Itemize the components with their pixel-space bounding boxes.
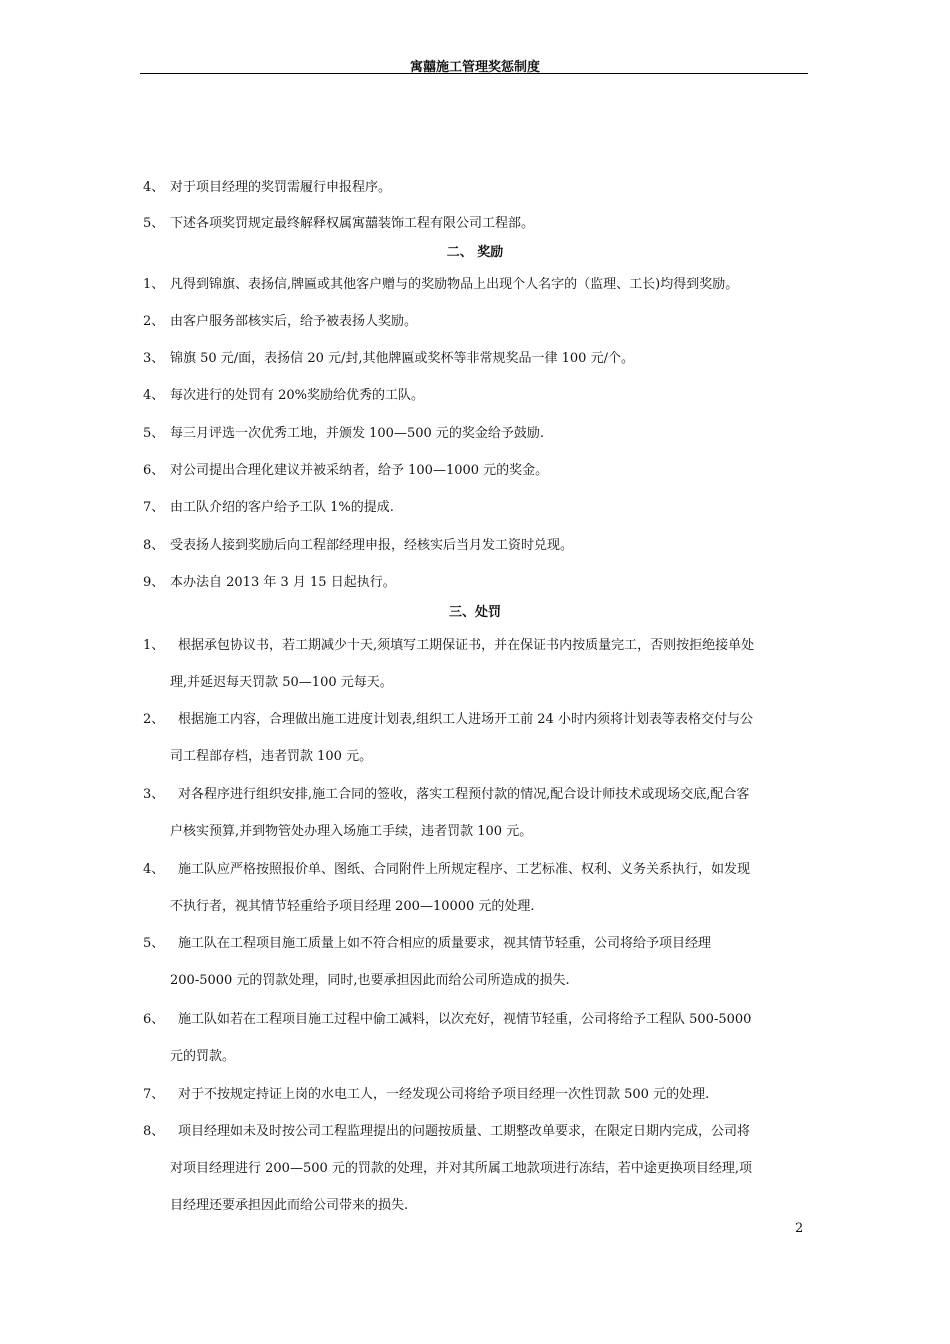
item-number: 5、	[143, 426, 165, 441]
item-text: 对于项目经理的奖罚需履行申报程序。	[170, 180, 392, 195]
item-number: 7、	[143, 1087, 165, 1102]
item-text-line: 200-5000 元的罚款处理，同时,也要承担因此而给公司所造成的损失.	[170, 973, 570, 988]
item-text-line: 目经理还要承担因此而给公司带来的损失.	[170, 1198, 409, 1213]
item-text-line: 司工程部存档，违者罚款 100 元。	[170, 749, 373, 764]
item-text-line: 施工队在工程项目施工质量上如不符合相应的质量要求，视其情节轻重，公司将给予项目经理	[178, 936, 712, 951]
item-text: 由客户服务部核实后，给予被表扬人奖励。	[170, 314, 418, 329]
header-divider	[140, 73, 808, 74]
item-number: 1、	[143, 277, 165, 292]
item-number: 6、	[143, 463, 165, 478]
item-number: 1、	[143, 638, 165, 653]
item-number: 5、	[143, 216, 165, 231]
item-text: 锦旗 50 元/面，表扬信 20 元/封,其他牌匾或奖杯等非常规奖品一律 100 元/个。	[170, 351, 634, 366]
item-number: 5、	[143, 936, 165, 951]
item-text: 每三月评选一次优秀工地，并颁发 100—500 元的奖金给予鼓励.	[170, 426, 545, 441]
item-text: 受表扬人接到奖励后向工程部经理申报，经核实后当月发工资时兑现。	[170, 538, 574, 553]
item-text-line: 元的罚款。	[170, 1049, 236, 1064]
item-text: 对公司提出合理化建议并被采纳者，给予 100—1000 元的奖金。	[170, 463, 549, 478]
item-number: 6、	[143, 1012, 165, 1027]
item-number: 8、	[143, 1124, 165, 1139]
item-text-line: 根据承包协议书，若工期减少十天,须填写工期保证书，并在保证书内按质量完工，否则按拒绝接单处	[178, 638, 755, 653]
item-text-line: 户核实预算,并到物管处办理入场施工手续，违者罚款 100 元。	[170, 824, 533, 839]
section-heading-penalties: 三、处罚	[448, 605, 501, 620]
item-text-line: 施工队应严格按照报价单、图纸、合同附件上所规定程序、工艺标准、权利、义务关系执行，如发现	[178, 862, 751, 877]
item-text-line: 项目经理如未及时按公司工程监理提出的问题按质量、工期整改单要求，在限定日期内完成，公司将	[178, 1124, 751, 1139]
item-text-line: 对项目经理进行 200—500 元的罚款的处理，并对其所属工地款项进行冻结，若中途更换项目经理,项	[170, 1161, 753, 1176]
item-text-line: 施工队如若在工程项目施工过程中偷工减料，以次充好，视情节轻重，公司将给予工程队 500-5000	[178, 1012, 752, 1027]
item-number: 7、	[143, 500, 165, 515]
item-number: 2、	[143, 314, 165, 329]
item-number: 9、	[143, 575, 165, 590]
item-text: 由工队介绍的客户给予工队 1%的提成.	[170, 500, 394, 515]
item-text-line: 根据施工内容，合理做出施工进度计划表,组织工人进场开工前 24 小时内须将计划表等表格交付与公	[178, 712, 753, 727]
page-number: 2	[795, 1221, 804, 1236]
item-text: 下述各项奖罚规定最终解释权属寓囍装饰工程有限公司工程部。	[170, 216, 535, 231]
section-heading-rewards: 二、 奖励	[446, 245, 504, 260]
item-text-line: 对于不按规定持证上岗的水电工人，一经发现公司将给予项目经理一次性罚款 500 元的处理.	[178, 1087, 710, 1102]
item-text-line: 理,并延迟每天罚款 50—100 元每天。	[170, 675, 393, 690]
item-number: 4、	[143, 388, 165, 403]
item-number: 4、	[143, 862, 165, 877]
item-number: 8、	[143, 538, 165, 553]
item-number: 3、	[143, 351, 165, 366]
item-text: 本办法自 2013 年 3 月 15 日起执行。	[170, 575, 396, 590]
item-text: 凡得到锦旗、表扬信,牌匾或其他客户赠与的奖励物品上出现个人名字的（监理、工长)均得到奖励。	[170, 277, 739, 292]
item-number: 3、	[143, 787, 165, 802]
item-text-line: 不执行者，视其情节轻重给予项目经理 200—10000 元的处理.	[170, 899, 535, 914]
item-number: 4、	[143, 180, 165, 195]
item-number: 2、	[143, 712, 165, 727]
item-text-line: 对各程序进行组织安排,施工合同的签收，落实工程预付款的情况,配合设计师技术或现场交底,配合客	[178, 787, 750, 802]
item-text: 每次进行的处罚有 20%奖励给优秀的工队。	[170, 388, 425, 403]
page-header-title: 寓囍施工管理奖惩制度	[409, 60, 540, 75]
